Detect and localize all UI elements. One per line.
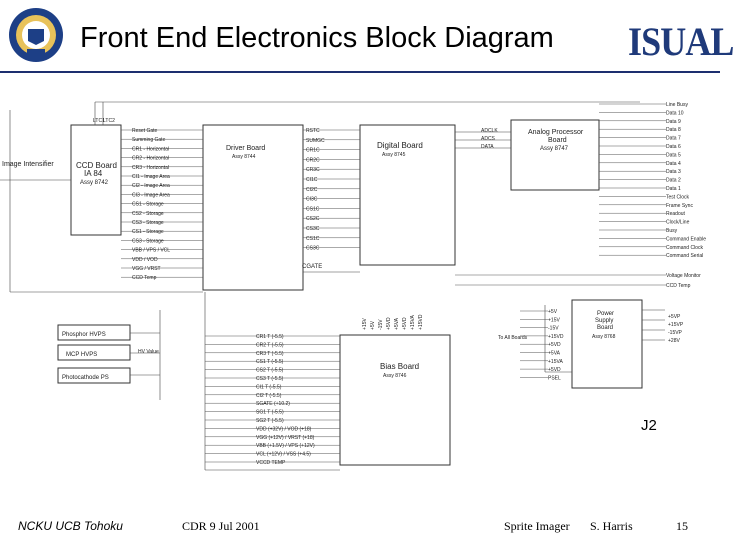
signal-label: VBB (+1.5V) / VPS (+12V)	[256, 443, 315, 450]
hv-box-label: Photocathode PS	[62, 375, 109, 381]
signal-label: CS2 - Storage	[132, 210, 164, 217]
ccd-board-title: CCD Board	[76, 161, 117, 170]
digital-board-assy: Assy 8745	[382, 152, 406, 158]
signal-label: CCD Temp	[666, 283, 691, 289]
university-seal-logo	[8, 5, 64, 67]
signal-label: -15V	[548, 325, 559, 332]
isual-logo: ISUAL	[628, 19, 734, 64]
signal-label: Voltage Monitor	[666, 273, 701, 279]
signal-label: CR3 - Horizontal	[132, 164, 169, 171]
signal-label: +5VD	[402, 317, 408, 330]
signal-label: -15VP	[668, 330, 682, 336]
signal-label: +5VD	[548, 342, 561, 349]
signal-label: Data 8	[666, 127, 681, 134]
signal-label: +5VD	[386, 317, 392, 330]
signal-label: CS1 - Storage	[132, 229, 164, 236]
signal-label: CR1 T (-5.5)	[256, 334, 284, 340]
power-board-assy: Assy 8768	[592, 334, 616, 340]
page-title: Front End Electronics Block Diagram	[80, 22, 554, 54]
signal-label: Data 5	[666, 152, 681, 159]
signal-label: CCD Temp	[132, 275, 157, 282]
signal-label: +5VA	[548, 350, 560, 357]
signal-label: Test Clock	[666, 194, 690, 201]
driver-board-assy: Assy 8744	[232, 154, 256, 160]
signal-label: CI1 - Image Area	[132, 174, 170, 180]
bias-board-title: Bias Board	[380, 362, 420, 371]
signal-label: Command Serial	[666, 253, 704, 260]
ccd-board-assy: Assy 8742	[80, 180, 109, 186]
signal-label: CR2 - Horizontal	[132, 155, 169, 162]
signal-label: CS3C	[306, 226, 320, 232]
power-side-label: To All Boards	[498, 335, 528, 341]
signal-label: RSTC	[306, 128, 320, 134]
signal-label: +5V	[370, 320, 376, 330]
signal-label: CS3 - Storage	[132, 238, 164, 245]
header-divider	[0, 71, 720, 73]
signal-label: Data 7	[666, 135, 681, 142]
signal-label: Command Clock	[666, 244, 703, 251]
signal-label: +15VD	[418, 314, 424, 330]
signal-label: +15V	[548, 317, 560, 324]
signal-label: Data 3	[666, 169, 681, 176]
signal-label: Data 10	[666, 110, 684, 117]
signal-label: CS1 - Storage	[132, 201, 164, 208]
signal-label: CS1 T (-5.5)	[256, 359, 284, 366]
j2-connector-label: J2	[641, 417, 657, 434]
signal-label: CR2 T (-5.5)	[256, 342, 284, 349]
signal-label: +15VA	[548, 358, 563, 365]
signal-label: Readout	[666, 211, 685, 218]
footer-author: S. Harris	[590, 519, 633, 533]
signal-label: SGATE (+10.2)	[256, 401, 290, 408]
signal-label: CI2C	[306, 186, 318, 193]
signal-label: CS2 T (-5.5)	[256, 367, 284, 374]
signal-label: Busy	[666, 228, 678, 234]
power-board-title2: Supply	[595, 318, 614, 324]
hv-note-label: HV Value	[138, 349, 159, 355]
signal-label: Summing Gate	[132, 137, 166, 144]
bias-board-box	[340, 335, 450, 465]
footer-page-number: 15	[676, 519, 688, 533]
power-board-title: Power	[597, 311, 615, 317]
signal-label: Clock/Line	[666, 219, 690, 226]
signal-label: CS1C	[306, 206, 320, 213]
signal-label: ADCLK	[481, 128, 498, 134]
signal-label: VCL (+12V) / VSS (+4.5)	[256, 451, 311, 458]
signal-label: VBB / VPS / VCL	[132, 247, 171, 254]
hv-box-label: MCP HVPS	[66, 352, 98, 358]
signal-label: +5VD	[548, 367, 561, 374]
analog-board-assy: Assy 8747	[540, 146, 569, 152]
signal-label: CS2C	[306, 216, 320, 223]
image-intensifier-label: Image Intensifier	[2, 161, 54, 168]
hv-box-label: Phosphor HVPS	[62, 332, 106, 338]
signal-label: +5V	[548, 309, 558, 315]
analog-board-title2: Board	[548, 137, 567, 144]
signal-label: CS3 T (-5.5)	[256, 376, 284, 382]
signal-label: Reset Gate	[132, 128, 158, 134]
signal-label: CI3 - Image Area	[132, 192, 170, 199]
signal-label: VDD (+32V) / VOD (+18)	[256, 426, 312, 433]
digital-board-title: Digital Board	[377, 141, 423, 150]
signal-label: VDD / VOD	[132, 256, 158, 263]
signal-label: Data 4	[666, 160, 681, 167]
signal-label: VCCD TEMP	[256, 460, 286, 466]
signal-label: CR1C	[306, 147, 320, 154]
signal-label: +15VA	[410, 315, 416, 330]
signal-label: +5VP	[668, 314, 681, 320]
signal-label: CS3C	[306, 245, 320, 252]
footer-institutions: NCKU UCB Tohoku	[18, 519, 123, 533]
signal-label: Data 6	[666, 144, 681, 150]
signal-label: Command Enable	[666, 236, 707, 243]
signal-label: Line Busy	[666, 102, 688, 108]
signal-label: CR3 T (-5.5)	[256, 350, 284, 357]
signal-label: Frame Sync	[666, 202, 693, 209]
signal-label: VGG (+12V) / VRST (+18)	[256, 434, 315, 441]
signal-label: CR2C	[306, 157, 320, 164]
signal-label: CS1C	[306, 235, 320, 242]
bias-board-assy: Assy 8746	[383, 373, 407, 379]
ltc-label: LTC1	[93, 118, 105, 124]
block-diagram	[0, 80, 720, 480]
signal-label: CI2 T (-5.5)	[256, 392, 282, 399]
signal-label: CI1C	[306, 177, 318, 183]
ccd-board-title2: IA 84	[84, 169, 103, 178]
signal-label: CI3C	[306, 196, 318, 203]
signal-label: PSEL	[548, 375, 561, 382]
signal-label: +5VA	[394, 318, 400, 330]
signal-label: +28V	[668, 338, 680, 344]
ltc-label: LTC2	[103, 118, 115, 124]
footer-subject: Sprite Imager	[504, 519, 570, 533]
signal-label: CI2 - Image Area	[132, 183, 170, 190]
cgate-label: CGATE	[302, 264, 323, 270]
analog-board-title: Analog Processor	[528, 129, 584, 136]
footer-doc: CDR 9 Jul 2001	[182, 519, 260, 533]
signal-label: VGG / VRST	[132, 266, 161, 272]
signal-label: Data 9	[666, 118, 681, 125]
signal-label: Data 1	[666, 186, 681, 192]
signal-label: +15V	[362, 318, 368, 330]
signal-label: ADCS	[481, 136, 495, 142]
signal-label: CI1 T (-5.5)	[256, 384, 282, 391]
signal-label: -15V	[378, 319, 384, 330]
signal-label: CS3 - Storage	[132, 220, 164, 226]
signal-label: +15VP	[668, 322, 684, 328]
signal-label: Data 2	[666, 177, 681, 184]
signal-label: CR1 - Horizontal	[132, 146, 169, 153]
signal-label: SG1 T (-5.5)	[256, 409, 284, 416]
signal-label: SUMGC	[306, 137, 325, 144]
signal-label: SG2 T (-5.5)	[256, 418, 284, 424]
power-board-title3: Board	[597, 325, 614, 331]
signal-label: DATA	[481, 144, 494, 150]
driver-board-title: Driver Board	[226, 145, 266, 152]
signal-label: +15VD	[548, 333, 564, 340]
signal-label: CR3C	[306, 167, 320, 174]
